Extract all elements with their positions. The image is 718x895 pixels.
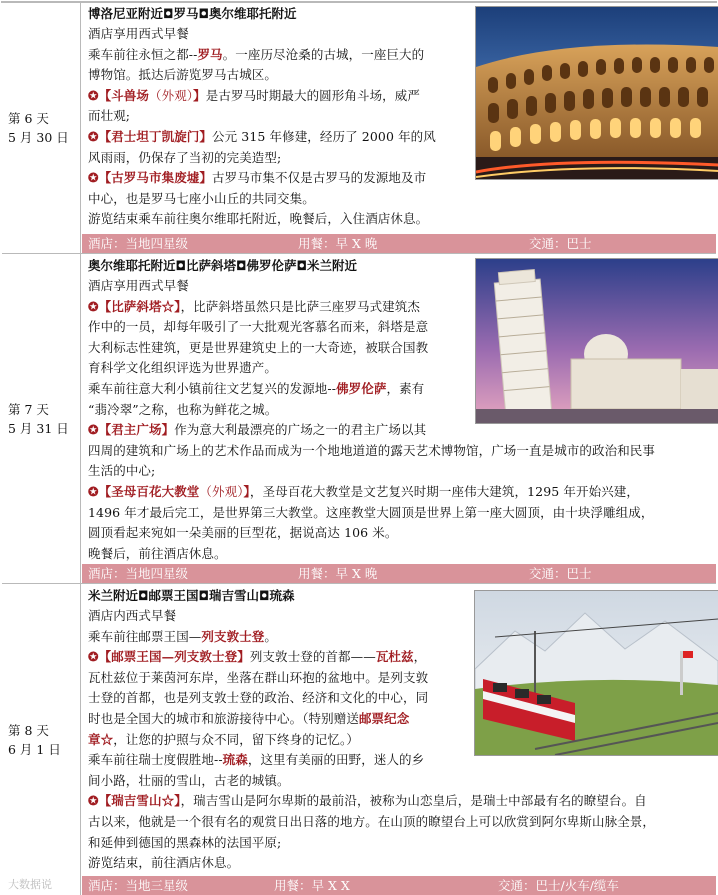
day-label: 第 6 天 xyxy=(8,110,49,126)
line-text: 古罗马市集不仅是古罗马的发源地及市 xyxy=(212,170,427,186)
day-date: 5 月 31 日 xyxy=(8,420,69,436)
description-line: 生活的中心; xyxy=(88,463,156,479)
description-line xyxy=(88,791,712,812)
attraction-name: 君士坦丁凯旋门 xyxy=(111,128,200,144)
attraction-name: 斗兽场 xyxy=(111,87,149,103)
attraction-bracket: 】 xyxy=(199,128,212,144)
attraction-name: 比萨斜塔☆ xyxy=(111,298,175,314)
hotel-info: 酒店：当地四星级 xyxy=(88,236,189,251)
hotel-info: 酒店：当地三星级 xyxy=(88,878,189,893)
transport-info: 交通：巴士 xyxy=(529,566,592,581)
day-title: 米兰附近◘邮票王国◘瑞吉雪山◘琉森 xyxy=(88,588,295,603)
attraction-bracket: 】 xyxy=(174,793,181,809)
line-text: 。 xyxy=(264,628,278,644)
attraction-bracket: 】 xyxy=(174,298,181,314)
day-info-bar xyxy=(82,876,716,895)
attraction-name: 君主广场 xyxy=(111,422,162,438)
attraction-bullet: ✪【 xyxy=(88,422,112,438)
meal-info: 用餐：早 X X xyxy=(274,878,350,893)
line-text: 作为意大利最漂亮的广场之一的君主广场以其 xyxy=(174,422,427,438)
description-line: 酒店享用西式早餐 xyxy=(88,278,189,293)
day-info-bar xyxy=(82,564,716,583)
day-title: 博洛尼亚附近◘罗马◘奥尔维耶托附近 xyxy=(88,6,297,21)
description-line: 博物馆。抵达后游览罗马古城区。 xyxy=(88,67,278,83)
attraction-bullet: ✪【 xyxy=(88,87,112,103)
highlight-text: 琉森 xyxy=(222,752,248,768)
hotel-info: 酒店：当地四星级 xyxy=(88,566,189,581)
line-text: ，瑞吉雪山是阿尔卑斯的最前沿，被称为山恋皇后，是瑞士中部最有名的瞭望台。自 xyxy=(180,793,647,809)
line-text: 是古罗马时期最大的圆形角斗场，威严 xyxy=(205,87,420,103)
attraction-bracket: 】 xyxy=(199,170,212,186)
attraction-name: 邮票王国—列支敦士登 xyxy=(111,649,238,665)
attraction-bracket: 】 xyxy=(193,87,206,103)
attraction-name: 圣母百花大教堂 xyxy=(111,483,200,499)
description-line: 间小路，壮丽的雪山，古老的城镇。 xyxy=(88,772,290,788)
day-label: 第 7 天 xyxy=(8,401,49,417)
description-line: 瓦杜兹位于莱茵河东岸，坐落在群山环抱的盆地中。是列支敦 xyxy=(88,669,429,685)
description-line: 风雨雨，仍保存了当初的完美造型; xyxy=(88,149,282,165)
description-line: 酒店享用西式早餐 xyxy=(88,26,189,41)
attraction-bracket: 】 xyxy=(243,483,250,499)
line-text: ， xyxy=(413,649,427,665)
highlight-text: 章☆ xyxy=(88,731,114,747)
attraction-note: （外观） xyxy=(149,87,194,103)
day-cell xyxy=(2,254,81,583)
meal-info: 用餐：早 X 晚 xyxy=(298,566,378,581)
attraction-note: （外观） xyxy=(199,483,244,499)
description-line: 四周的建筑和广场上的艺术作品而成为一个地地道道的露天艺术博物馆，广场一直是城市的政治和民事 xyxy=(88,442,656,458)
attraction-bullet: ✪【 xyxy=(88,483,112,499)
description-line: 游览结束乘车前往奥尔维耶托附近，晚餐后，入住酒店休息。 xyxy=(88,211,429,227)
description-line: 晚餐后，前往酒店休息。 xyxy=(88,545,227,561)
day-content xyxy=(82,2,716,253)
line-text: ，比萨斜塔虽然只是比萨三座罗马式建筑杰 xyxy=(180,298,420,314)
description-line: 游览结束，前往酒店休息。 xyxy=(88,855,240,871)
line-text: ，让您的护照与众不同，留下终身的记忆。） xyxy=(113,731,359,747)
attraction-bullet: ✪【 xyxy=(88,128,112,144)
line-text: ，这里有美丽的田野，迷人的乡 xyxy=(247,752,425,768)
attraction-bullet: ✪【 xyxy=(88,793,112,809)
line-text: 列支敦士登的首都—— xyxy=(249,649,376,665)
pisa-tower-photo xyxy=(475,258,718,424)
description-line: 而壮观; xyxy=(88,108,131,124)
description-line xyxy=(88,86,468,107)
day-label: 第 8 天 xyxy=(8,722,49,738)
line-text: ，素有 xyxy=(386,380,425,396)
line-text: 乘车前往意大利小镇前往文艺复兴的发源地-- xyxy=(88,380,337,396)
day-cell xyxy=(2,2,81,253)
day-date: 5 月 30 日 xyxy=(8,129,69,145)
highlight-text: 瓦杜兹 xyxy=(375,649,414,665)
line-text: ，圣母百花大教堂是文艺复兴时期一座伟大建筑，1295 年开始兴建， xyxy=(249,483,639,499)
description-line: 作中的一员，却每年吸引了一大批观光客慕名而来，斜塔是意 xyxy=(88,319,429,335)
day-row-7 xyxy=(2,254,716,584)
description-line: “翡冷翠”之称，也称为鲜花之城。 xyxy=(88,401,278,417)
description-line xyxy=(88,127,468,148)
day-row-6 xyxy=(2,2,716,254)
day-content xyxy=(82,584,716,895)
transport-info: 交通：巴士 xyxy=(529,236,592,251)
description-line: 圆顶看起来宛如一朵美丽的巨型花，据说高达 106 米。 xyxy=(88,525,398,541)
attraction-name: 古罗马市集废墟 xyxy=(111,170,200,186)
attraction-bullet: ✪【 xyxy=(88,298,112,314)
day-content xyxy=(82,254,716,583)
description-line: 和延伸到德国的黑森林的法国平原; xyxy=(88,834,282,850)
description-line xyxy=(88,482,712,503)
colosseum-photo xyxy=(475,6,718,180)
attraction-bracket: 】 xyxy=(237,649,250,665)
line-text: 乘车前往邮票王国— xyxy=(88,628,202,644)
description-line: 1496 年才最后完工，是世界第三大教堂。这座教堂大圆顶是世界上第一座大圆顶，由十块浮雕组成， xyxy=(88,504,654,520)
line-text: 公元 315 年修建，经历了 2000 年的风 xyxy=(212,128,436,144)
highlight-text: 列支敦士登 xyxy=(201,628,265,644)
day-info-bar xyxy=(82,234,716,253)
highlight-text: 佛罗伦萨 xyxy=(336,380,387,396)
description-line: 大利标志性建筑，更是世界建筑史上的一大奇迹，被联合国教 xyxy=(88,339,429,355)
transport-info: 交通：巴士/火车/缆车 xyxy=(498,878,619,893)
attraction-bracket: 】 xyxy=(161,422,175,438)
swiss-train-photo xyxy=(474,590,718,756)
meal-info: 用餐：早 X 晚 xyxy=(298,236,378,251)
line-text: 时也是全国大的城市和旅游接待中心。（特别赠送 xyxy=(88,710,359,726)
attraction-name: 瑞吉雪山☆ xyxy=(111,793,175,809)
day-description xyxy=(88,24,468,230)
description-line: 中心，也是罗马七座小山丘的共同交集。 xyxy=(88,190,315,206)
day-date: 6 月 1 日 xyxy=(8,741,61,757)
day-row-8 xyxy=(2,584,716,895)
description-line: 育科学文化组织评选为世界遗产。 xyxy=(88,360,278,376)
attraction-bullet: ✪【 xyxy=(88,649,112,665)
description-line xyxy=(88,168,468,189)
attraction-bullet: ✪【 xyxy=(88,170,112,186)
line-text: 乘车前往永恒之都-- xyxy=(88,46,198,62)
description-line: 士登的首都，也是列支敦士登的政治、经济和文化的中心，同 xyxy=(88,690,429,706)
day-cell xyxy=(2,584,81,895)
description-line: 古以来，他就是一个很有名的观赏日出日落的地方。在山顶的瞭望台上可以欣赏到阿尔卑斯山脉全景， xyxy=(88,813,656,829)
line-text: 乘车前往瑞士度假胜地-- xyxy=(88,752,223,768)
line-text: 。一座历尽沧桑的古城，一座巨大的 xyxy=(222,46,425,62)
watermark: 大数据说 xyxy=(8,878,52,891)
description-line xyxy=(88,45,468,66)
highlight-text: 邮票纪念 xyxy=(358,710,410,726)
day-title: 奥尔维耶托附近◘比萨斜塔◘佛罗伦萨◘米兰附近 xyxy=(88,258,358,273)
description-line: 酒店内西式早餐 xyxy=(88,608,177,623)
highlight-text: 罗马 xyxy=(197,46,223,62)
